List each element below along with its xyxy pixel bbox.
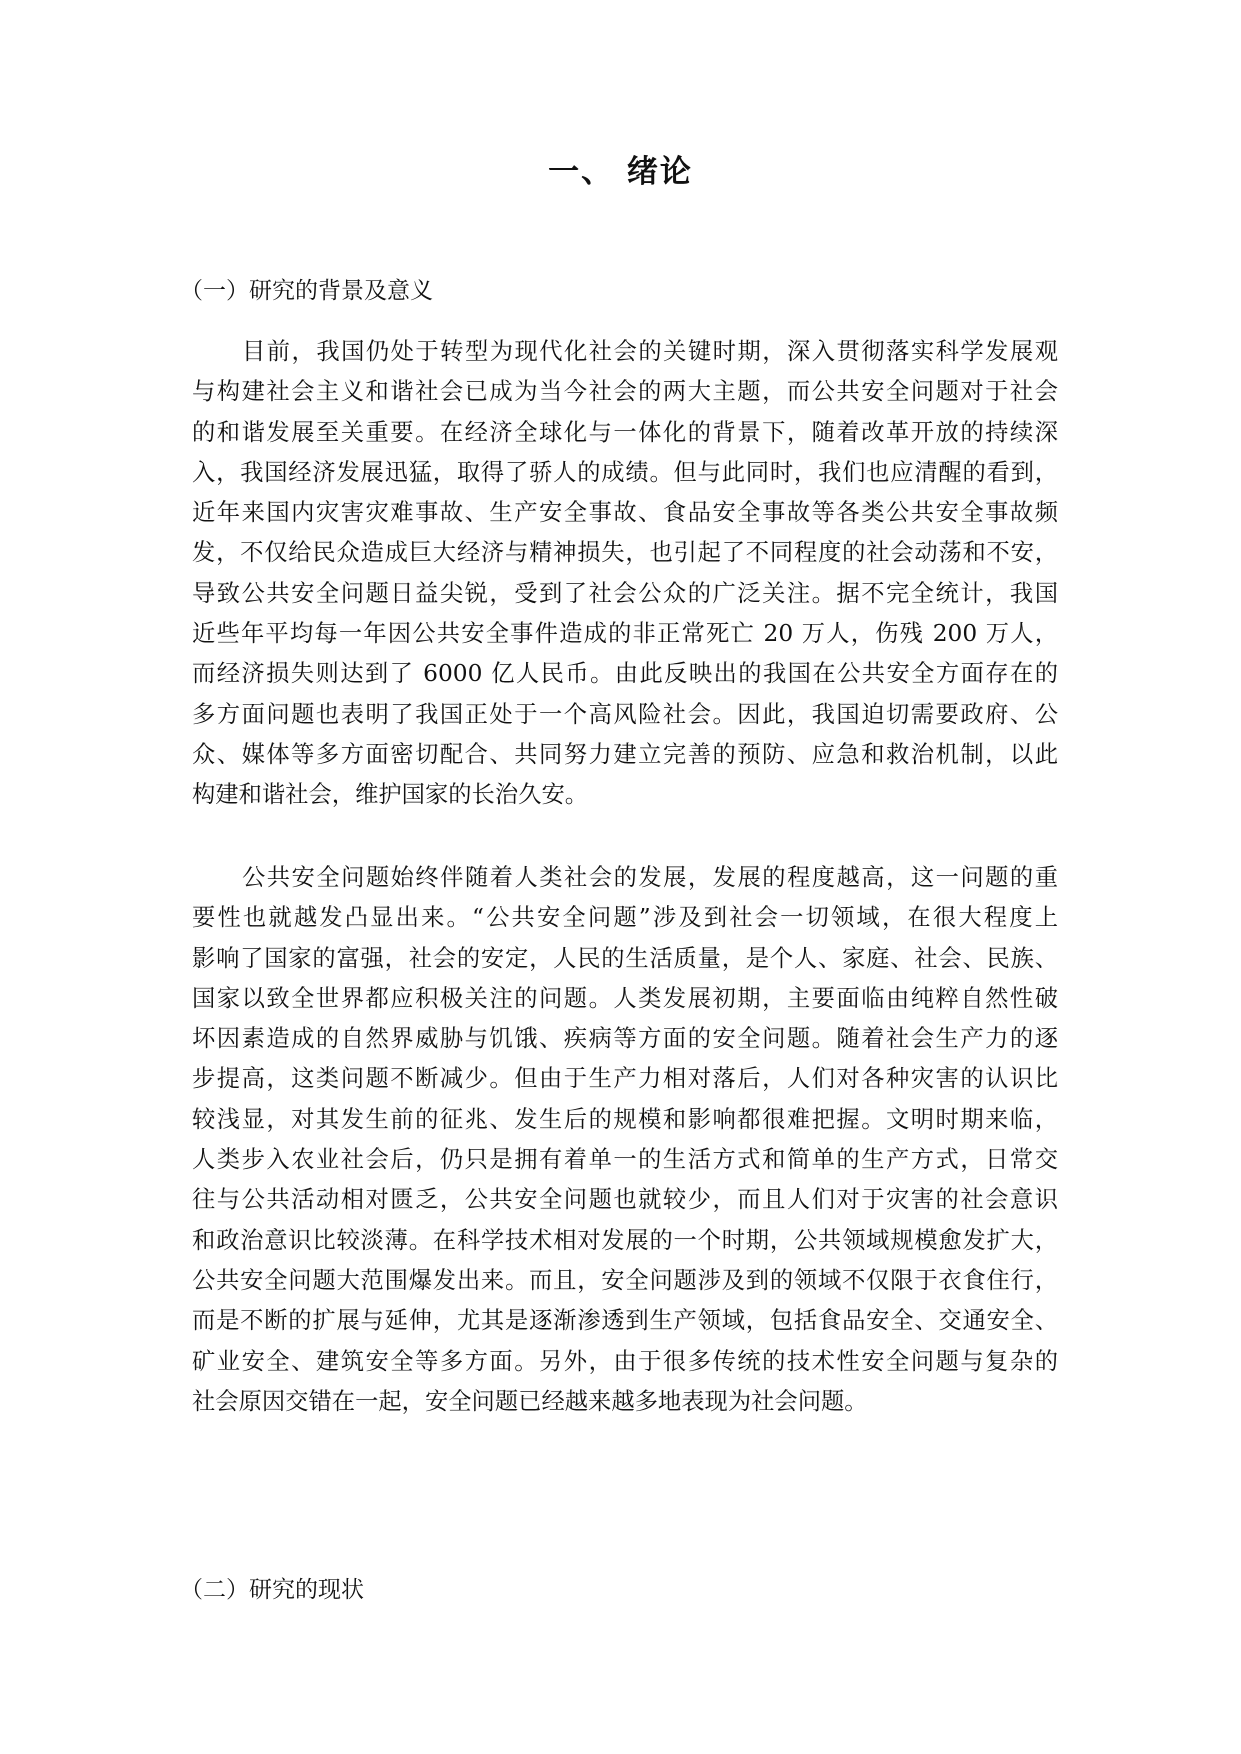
text-line: 近年来国内灾害灾难事故、生产安全事故、食品安全事故等各类公共安全事故频 xyxy=(192,499,1058,527)
text-line: 往与公共活动相对匮乏，公共安全问题也就较少，而且人们对于灾害的社会意识 xyxy=(192,1186,1058,1214)
text-line: 发，不仅给民众造成巨大经济与精神损失，也引起了不同程度的社会动荡和不安， xyxy=(192,539,1058,567)
text-line: 导致公共安全问题日益尖锐，受到了社会公众的广泛关注。据不完全统计，我国 xyxy=(192,579,1058,607)
text-line: 社会原因交错在一起，安全问题已经越来越多地表现为社会问题。 xyxy=(192,1387,868,1415)
paragraph-public-safety xyxy=(192,858,1058,1422)
text-line: 坏因素造成的自然界威胁与饥饿、疾病等方面的安全问题。随着社会生产力的逐 xyxy=(192,1025,1058,1053)
section-heading-status: （二）研究的现状 xyxy=(180,1577,364,1603)
text-line: 人类步入农业社会后，仍只是拥有着单一的生活方式和简单的生产方式，日常交 xyxy=(192,1146,1058,1174)
section-heading-background: （一）研究的背景及意义 xyxy=(180,278,433,304)
text-line: 要性也就越发凸显出来。“公共安全问题”涉及到社会一切领域，在很大程度上 xyxy=(192,904,1058,932)
text-line: 与构建社会主义和谐社会已成为当今社会的两大主题，而公共安全问题对于社会 xyxy=(192,378,1058,406)
text-line: 步提高，这类问题不断减少。但由于生产力相对落后，人们对各种灾害的认识比 xyxy=(192,1065,1058,1093)
text-line: 而是不断的扩展与延伸，尤其是逐渐渗透到生产领域，包括食品安全、交通安全、 xyxy=(192,1307,1058,1335)
text-line: 和政治意识比较淡薄。在科学技术相对发展的一个时期，公共领域规模愈发扩大， xyxy=(192,1226,1058,1254)
text-line: 公共安全问题大范围爆发出来。而且，安全问题涉及到的领域不仅限于衣食住行， xyxy=(192,1266,1058,1294)
text-line: 公共安全问题始终伴随着人类社会的发展，发展的程度越高，这一问题的重 xyxy=(242,864,1058,891)
text-line: 构建和谐社会，维护国家的长治久安。 xyxy=(192,781,589,809)
text-line: 影响了国家的富强，社会的安定，人民的生活质量，是个人、家庭、社会、民族、 xyxy=(192,944,1058,972)
text-line: 的和谐发展至关重要。在经济全球化与一体化的背景下，随着改革开放的持续深 xyxy=(192,418,1058,446)
text-line: 近些年平均每一年因公共安全事件造成的非正常死亡 20 万人，伤残 200 万人， xyxy=(192,620,1058,648)
text-line: 而经济损失则达到了 6000 亿人民币。由此反映出的我国在公共安全方面存在的 xyxy=(192,660,1058,688)
text-line: 入，我国经济发展迅猛，取得了骄人的成绩。但与此同时，我们也应清醒的看到， xyxy=(192,458,1058,486)
paragraph-background xyxy=(192,332,1058,816)
chapter-title: 一、 绪论 xyxy=(548,154,693,190)
text-line: 多方面问题也表明了我国正处于一个高风险社会。因此，我国迫切需要政府、公 xyxy=(192,700,1058,728)
text-line: 目前，我国仍处于转型为现代化社会的关键时期，深入贯彻落实科学发展观 xyxy=(242,338,1058,365)
text-line: 众、媒体等多方面密切配合、共同努力建立完善的预防、应急和救治机制，以此 xyxy=(192,740,1058,768)
text-line: 矿业安全、建筑安全等多方面。另外，由于很多传统的技术性安全问题与复杂的 xyxy=(192,1347,1058,1375)
text-line: 较浅显，对其发生前的征兆、发生后的规模和影响都很难把握。文明时期来临， xyxy=(192,1105,1058,1133)
text-line: 国家以致全世界都应积极关注的问题。人类发展初期，主要面临由纯粹自然性破 xyxy=(192,984,1058,1012)
